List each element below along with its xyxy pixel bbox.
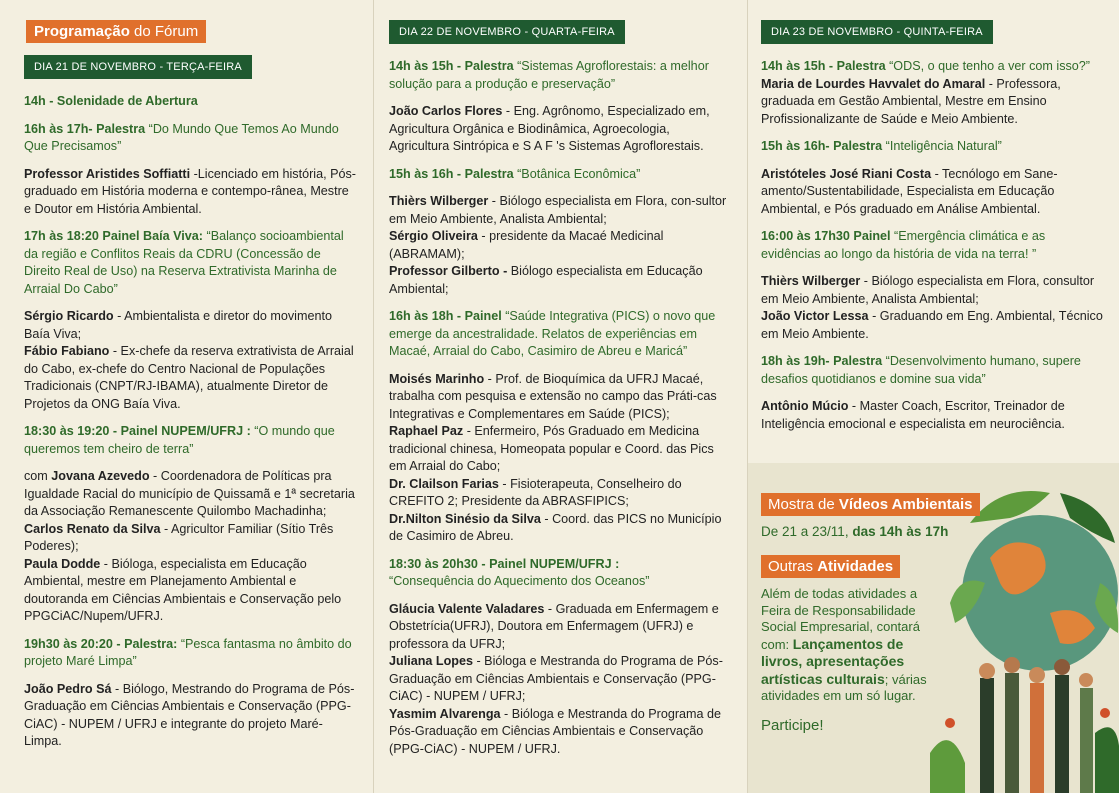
event-panel: 16h às 18h - Painel “Saúde Integrativa (PICS) o novo que emerge da ancestralidade. Relatos de experiências em Macaé, Arraial do Cabo, Casimiro de Abreu e Maricá” (389, 309, 716, 358)
event-lecture: 14h às 15h - Palestra “ODS, o que tenho a ver com isso?” Maria de Lourdes Havvalet do Amaral - Professora, graduada em Gestão Ambiental, Mestre em Ensino Profissionalizante de Saúde e Meio Ambiente. (761, 59, 1090, 126)
outras-description: Além de todas atividades a Feira de Responsabilidade Social Empresarial, contará com: Lançamentos de livros, apresentações artísticas culturais; várias atividades em um só lugar. (761, 586, 927, 703)
program-title: Programação do Fórum (26, 20, 206, 43)
event-opening: 14h - Solenidade de Abertura (24, 94, 198, 108)
event-panel: 18:30 às 20h30 - Painel NUPEM/UFRJ : “Consequência do Aquecimento dos Oceanos” (389, 556, 650, 588)
side-info-box (748, 463, 1119, 793)
day-2-label: DIA 22 DE NOVEMBRO - QUARTA-FEIRA (389, 20, 625, 44)
event-lecture: 14h às 15h - Palestra “Sistemas Agroflorestais: a melhor solução para a produção e preservação” (389, 59, 709, 91)
speaker-list: João Carlos Flores - Eng. Agrônomo, Especializado em, Agricultura Orgânica e Biodinâmica, Agroecologia, Agricultura Sintrópica e S A F 's Sistemas Agroflorestais. (389, 104, 710, 153)
speaker-list: Thièrs Wilberger - Biólogo especialista em Flora, consultor em Meio Ambiente, Analista Ambiental; João Victor Lessa - Graduando em Eng. Ambiental, Técnico em Meio Ambiente. (761, 274, 1103, 341)
event-panel: 16:00 às 17h30 Painel “Emergência climática e as evidências ao longo da história de vida na terra! ” (761, 229, 1046, 261)
column-day-1 (0, 0, 373, 793)
speaker-list: Thièrs Wilberger - Biólogo especialista em Flora, con-sultor em Meio Ambiente, Analista Ambiental; Sérgio Oliveira - presidente da Macaé Medicinal (ABRAMAM); Professor Gilberto - Biólogo especialista em Educação Ambiental; (389, 194, 727, 296)
event-panel: 18:30 às 19:20 - Painel NUPEM/UFRJ : “O mundo que queremos tem cheiro de terra” (24, 424, 335, 456)
outras-title: Outras Atividades (761, 555, 900, 578)
mostra-title: Mostra de Vídeos Ambientais (761, 493, 980, 516)
event-lecture: 19h30 às 20:20 - Palestra: “Pesca fantasma no âmbito do projeto Maré Limpa” (24, 636, 352, 668)
speaker-list: Professor Aristides Soffiatti -Licenciado em história, Pós-graduado em História moderna e contempo-rânea, Mestre e Doutor em História Ambiental. (24, 166, 356, 216)
mostra-schedule: De 21 a 23/11, das 14h às 17h (761, 524, 949, 539)
event-lecture: 15h às 16h - Palestra “Botânica Econômica” (389, 166, 641, 181)
speaker-list: Aristóteles José Riani Costa - Tecnólogo em Sane-amento/Sustentabilidade, Especialista em Educação Ambiental, e Pós graduado em Análise Ambiental. (761, 166, 1058, 216)
speaker-list: Gláucia Valente Valadares - Graduada em Enfermagem e Obstetrícia(UFRJ), Doutora em Enfermagem (UFRJ) e professora da UFRJ; Juliana Lopes - Bióloga e Mestranda do Programa de Pós-Graduação em Ciências Ambientais e Conservação (PPG-CiAC) - NUPEM / UFRJ; Yasmim Alvarenga - Bióloga e Mestranda do Programa de Pós-Graduação em Ciências Ambientais e Conservação (PPG-CiAC) - NUPEM / UFRJ. (389, 601, 723, 756)
column-day-3 (747, 0, 1119, 793)
participe-text: Participe! (761, 716, 824, 734)
speaker-list: com Jovana Azevedo - Coordenadora de Políticas pra Igualdade Racial do município de Quissamã e 1ª secretaria da Associação Remanescente Quilombo Machadinha; Carlos Renato da Silva - Agricultor Familiar (Sítio Três Poderes); Paula Dodde - Bióloga, especialista em Educação Ambiental, mestre em Planejamento Ambiental e doutoranda em Ciências Ambientais e Conservação pelo PPGCiAC/Nupem/UFRJ. (24, 469, 355, 623)
event-panel: 17h às 18:20 Painel Baía Viva: “Balanço socioambiental da região e Conflitos Reais da CDRU (Concessão de Direito Real de Uso) na Reserva Extrativista Marinha de Arraial Do Cabo” (24, 229, 344, 296)
speaker-list: João Pedro Sá - Biólogo, Mestrando do Programa de Pós-Graduação em Ciências Ambientais e Conservação (PPG-CiAC) - NUPEM / UFRJ e integrante do projeto Maré-Limpa. (24, 681, 355, 748)
speaker-list: Sérgio Ricardo - Ambientalista e diretor do movimento Baía Viva; Fábio Fabiano - Ex-chefe da reserva extrativista de Arraial do Cabo, ex-chefe do Centro Nacional de Populações Tradicionais (CNPT/RJ-IBAMA), atualmente Diretor de Projetos da ONG Baía Viva. (24, 309, 354, 411)
day-1-label: DIA 21 DE NOVEMBRO - TERÇA-FEIRA (24, 55, 252, 79)
speaker-list: Moisés Marinho - Prof. de Bioquímica da UFRJ Macaé, trabalha com pesquisa e extensão no campo das Práti-cas Integrativas e Complementares em Saúde (PICS); Raphael Paz - Enfermeiro, Pós Graduado em Medicina tradicional chinesa, Homeopata popular e Coord. das Pics em Arraial do Cabo; Dr. Clailson Farias - Fisioterapeuta, Conselheiro do CREFITO 2; Presidente da ABRASFIPICS; Dr.Nilton Sinésio da Silva - Coord. das PICS no Município de Casimiro de Abreu. (389, 371, 722, 543)
event-lecture: 16h às 17h- Palestra “Do Mundo Que Temos Ao Mundo Que Precisamos” (24, 121, 339, 153)
event-lecture: 15h às 16h- Palestra “Inteligência Natural” (761, 139, 1002, 153)
column-day-2 (373, 0, 747, 793)
event-lecture: 18h às 19h- Palestra “Desenvolvimento humano, supere desafios quotidianos e domine sua vida” (761, 354, 1081, 386)
day-3-label: DIA 23 DE NOVEMBRO - QUINTA-FEIRA (761, 20, 993, 44)
speaker-list: Antônio Múcio - Master Coach, Escritor, Treinador de Inteligência emocional e especialista em neurociência. (761, 399, 1065, 431)
